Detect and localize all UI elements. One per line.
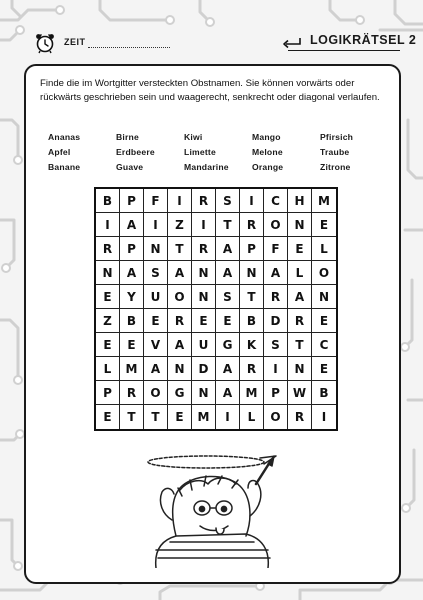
grid-cell[interactable]: P [240,237,264,261]
grid-cell[interactable]: O [168,285,192,309]
grid-cell[interactable]: I [168,189,192,213]
word-item: Traube [320,147,350,157]
grid-cell[interactable]: E [144,309,168,333]
word-item: Limette [184,147,216,157]
grid-cell[interactable]: B [120,309,144,333]
grid-cell[interactable]: F [144,189,168,213]
grid-cell[interactable]: E [312,357,336,381]
grid-cell[interactable]: E [216,309,240,333]
grid-cell[interactable]: E [120,333,144,357]
title-underline [288,50,400,51]
grid-cell[interactable]: O [264,405,288,429]
grid-cell[interactable]: M [192,405,216,429]
grid-cell[interactable]: R [192,189,216,213]
grid-cell[interactable]: S [216,189,240,213]
grid-cell[interactable]: I [264,357,288,381]
grid-cell[interactable]: L [288,261,312,285]
grid-cell[interactable]: I [216,405,240,429]
grid-cell[interactable]: L [312,237,336,261]
grid-cell[interactable]: Z [96,309,120,333]
grid-cell[interactable]: W [288,381,312,405]
grid-cell[interactable]: I [192,213,216,237]
grid-cell[interactable]: S [264,333,288,357]
grid-cell[interactable]: O [264,213,288,237]
grid-cell[interactable]: A [120,213,144,237]
word-item: Banane [48,162,81,172]
grid-cell[interactable]: A [216,261,240,285]
grid-cell[interactable]: A [216,381,240,405]
grid-cell[interactable]: F [264,237,288,261]
alarm-clock-icon [34,32,56,54]
grid-cell[interactable]: S [216,285,240,309]
grid-cell[interactable]: I [96,213,120,237]
grid-cell[interactable]: N [192,261,216,285]
grid-cell[interactable]: T [120,405,144,429]
grid-cell[interactable]: R [120,381,144,405]
grid-cell[interactable]: R [264,285,288,309]
word-item: Pfirsich [320,132,354,142]
grid-cell[interactable]: V [144,333,168,357]
grid-cell[interactable]: E [96,285,120,309]
grid-cell[interactable]: M [240,381,264,405]
grid-cell[interactable]: I [321,410,327,424]
word-item: Zitrone [320,162,351,172]
cartoon-kid-illustration [136,450,296,568]
time-label: ZEIT [64,37,86,47]
grid-cell[interactable]: E [96,333,120,357]
grid-cell[interactable]: R [96,237,120,261]
grid-cell[interactable]: N [96,261,120,285]
grid-cell[interactable]: G [168,381,192,405]
grid-cell[interactable]: D [192,357,216,381]
grid-cell[interactable]: E [192,309,216,333]
word-item: Mandarine [184,162,229,172]
grid-cell[interactable]: A [288,285,312,309]
grid-cell[interactable]: A [168,333,192,357]
word-item: Ananas [48,132,81,142]
grid-cell[interactable]: C [312,333,336,357]
grid-cell[interactable]: N [192,285,216,309]
grid-cell[interactable]: E [312,309,336,333]
grid-cell[interactable]: U [144,285,168,309]
grid-cell[interactable]: C [264,189,288,213]
grid-cell[interactable]: Y [120,285,144,309]
grid-cell[interactable]: N [240,261,264,285]
grid-cell[interactable]: E [168,405,192,429]
grid-cell[interactable]: S [144,261,168,285]
grid-cell[interactable]: E [288,237,312,261]
grid-cell[interactable]: P [264,381,288,405]
grid-cell[interactable]: A [144,357,168,381]
grid-cell[interactable]: B [312,381,336,405]
grid-cell[interactable]: N [288,213,312,237]
grid-cell[interactable]: R [288,309,312,333]
grid-cell[interactable]: N [144,237,168,261]
grid-cell[interactable]: A [264,261,288,285]
grid-cell[interactable]: T [144,405,168,429]
grid-cell[interactable]: R [240,213,264,237]
grid-cell[interactable]: L [240,405,264,429]
grid-cell[interactable]: N [288,357,312,381]
word-item: Erdbeere [116,147,155,157]
grid-cell[interactable]: I [144,213,168,237]
grid-cell[interactable]: L [96,357,120,381]
grid-cell[interactable]: U [192,333,216,357]
grid-cell[interactable]: H [288,189,312,213]
grid-cell[interactable]: T [240,285,264,309]
grid-cell[interactable]: A [216,237,240,261]
grid-cell[interactable]: Z [168,213,192,237]
grid-cell[interactable]: P [120,237,144,261]
grid-cell[interactable]: E [96,405,120,429]
grid-cell[interactable]: T [288,333,312,357]
word-item: Mango [252,132,281,142]
grid-cell[interactable]: A [120,261,144,285]
grid-cell[interactable]: A [168,261,192,285]
word-item: Apfel [48,147,71,157]
grid-cell[interactable]: T [168,237,192,261]
grid-cell[interactable]: G [216,333,240,357]
grid-cell[interactable]: K [240,333,264,357]
grid-cell[interactable]: R [288,405,312,429]
letter-grid [94,187,338,431]
word-item: Orange [252,162,284,172]
word-item: Birne [116,132,139,142]
instruction-text: Finde die im Wortgitter versteckten Obstnamen. Sie können vorwärts oder rückwärts geschrieben sein und waagerecht, senkrecht oder diagonal verlaufen. [40,78,380,103]
grid-cell[interactable]: M [120,357,144,381]
grid-cell[interactable]: B [96,189,120,213]
word-item: Kiwi [184,132,203,142]
grid-cell[interactable]: T [216,213,240,237]
page-header [0,0,423,60]
grid-cell[interactable]: P [120,189,144,213]
grid-cell[interactable]: O [144,381,168,405]
word-item: Guave [116,162,144,172]
grid-cell[interactable]: A [216,357,240,381]
grid-cell[interactable]: N [192,381,216,405]
grid-cell[interactable]: D [264,309,288,333]
grid-cell[interactable]: E [312,213,336,237]
grid-cell[interactable]: N [168,357,192,381]
grid-cell[interactable]: R [240,357,264,381]
word-item: Melone [252,147,283,157]
grid-cell[interactable]: P [96,381,120,405]
grid-cell[interactable]: O [312,261,336,285]
time-entry-line[interactable] [88,47,170,48]
grid-cell[interactable]: R [192,237,216,261]
word-list [48,131,378,173]
grid-cell[interactable]: M [312,189,336,213]
grid-cell[interactable]: B [240,309,264,333]
page-title: LOGIKRÄTSEL 2 [310,33,417,47]
grid-cell[interactable]: I [240,189,264,213]
grid-cell[interactable]: R [168,309,192,333]
grid-cell[interactable]: N [312,285,336,309]
arrow-icon [280,36,304,54]
